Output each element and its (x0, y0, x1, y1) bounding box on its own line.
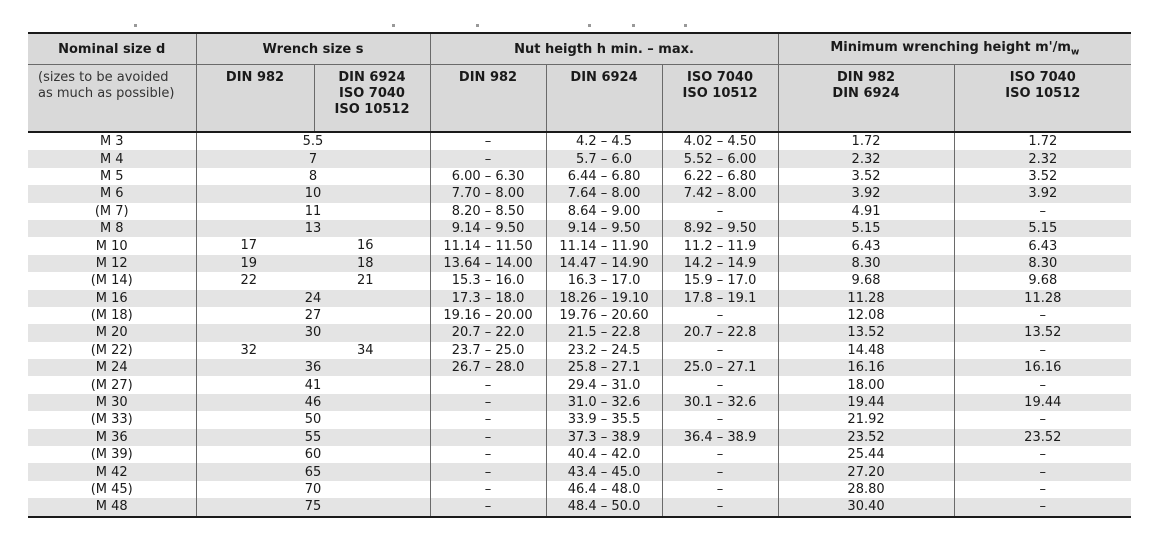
nut-height-din982-cell: 8.20 – 8.50 (430, 203, 546, 220)
wrench-size-cell: 30 (196, 324, 430, 341)
nut-height-din982-cell: 23.7 – 25.0 (430, 342, 546, 359)
wrench-size-din982: 22 (240, 273, 258, 289)
nut-height-din982-cell: – (430, 411, 546, 428)
min-height-iso-cell: 23.52 (954, 429, 1131, 446)
nut-height-din6924-cell: 25.8 – 27.1 (546, 359, 662, 376)
min-height-din-cell: 3.92 (778, 185, 954, 202)
nominal-size-cell: (M 22) (28, 342, 196, 359)
nut-height-din6924-cell: 46.4 – 48.0 (546, 481, 662, 498)
min-height-din-cell: 16.16 (778, 359, 954, 376)
min-height-din-cell: 25.44 (778, 446, 954, 463)
nut-height-din6924-cell: 7.64 – 8.00 (546, 185, 662, 202)
nominal-size-cell: (M 7) (28, 203, 196, 220)
nut-height-iso-cell: – (662, 463, 778, 480)
wrench-size-din6924: 34 (356, 342, 374, 358)
min-height-din-cell: 23.52 (778, 429, 954, 446)
nut-height-din982-cell: 9.14 – 9.50 (430, 220, 546, 237)
nut-height-iso-cell: 5.52 – 6.00 (662, 150, 778, 167)
header-avoid-note: (sizes to be avoided as much as possible) (28, 65, 196, 133)
table-row (28, 307, 1131, 324)
wrench-size-split-cell (196, 272, 430, 289)
header-wrench-din982: DIN 982 (196, 65, 314, 133)
nominal-size-cell: (M 33) (28, 411, 196, 428)
min-height-iso-cell: 5.15 (954, 220, 1131, 237)
table-body (28, 132, 1131, 517)
nut-height-din982-cell: – (430, 498, 546, 516)
wrench-size-cell: 27 (196, 307, 430, 324)
min-height-din-cell: 30.40 (778, 498, 954, 516)
min-height-din-cell: 13.52 (778, 324, 954, 341)
nut-height-din6924-cell: 29.4 – 31.0 (546, 376, 662, 393)
min-height-iso-cell: 3.92 (954, 185, 1131, 202)
nominal-size-cell: M 36 (28, 429, 196, 446)
wrench-size-cell: 60 (196, 446, 430, 463)
nominal-size-cell: (M 14) (28, 272, 196, 289)
wrench-size-cell: 11 (196, 203, 430, 220)
table-row (28, 220, 1131, 237)
nut-height-din6924-cell: 8.64 – 9.00 (546, 203, 662, 220)
nominal-size-cell: (M 18) (28, 307, 196, 324)
min-height-din-cell: 18.00 (778, 376, 954, 393)
wrench-size-cell: 65 (196, 463, 430, 480)
nut-height-din6924-cell: 40.4 – 42.0 (546, 446, 662, 463)
min-height-din-cell: 11.28 (778, 290, 954, 307)
wrench-size-cell: 8 (196, 168, 430, 185)
table-row (28, 168, 1131, 185)
nut-height-din982-cell: 11.14 – 11.50 (430, 237, 546, 254)
nut-height-din6924-cell: 31.0 – 32.6 (546, 394, 662, 411)
nut-height-din982-cell: – (430, 463, 546, 480)
min-height-iso-cell: 3.52 (954, 168, 1131, 185)
wrench-size-din982: 17 (240, 238, 258, 254)
nominal-size-cell: (M 27) (28, 376, 196, 393)
nominal-size-cell: M 20 (28, 324, 196, 341)
wrench-size-split-cell (196, 342, 430, 359)
wrench-size-cell: 36 (196, 359, 430, 376)
table-row (28, 185, 1131, 202)
min-height-din-cell: 5.15 (778, 220, 954, 237)
wrench-size-split-cell (196, 255, 430, 272)
wrench-size-table (28, 32, 1131, 518)
nut-height-din6924-cell: 21.5 – 22.8 (546, 324, 662, 341)
nut-height-din982-cell: 13.64 – 14.00 (430, 255, 546, 272)
nut-height-iso-cell: – (662, 481, 778, 498)
wrench-size-cell: 24 (196, 290, 430, 307)
nominal-size-cell: M 48 (28, 498, 196, 516)
nut-height-iso-cell: – (662, 376, 778, 393)
min-height-din-cell: 12.08 (778, 307, 954, 324)
wrench-size-din6924: 18 (356, 255, 374, 271)
nominal-size-cell: (M 39) (28, 446, 196, 463)
table-row (28, 498, 1131, 516)
table-row (28, 411, 1131, 428)
table-row (28, 237, 1131, 254)
table-row (28, 481, 1131, 498)
min-height-din-cell: 3.52 (778, 168, 954, 185)
wrench-size-cell: 13 (196, 220, 430, 237)
nut-height-din6924-cell: 33.9 – 35.5 (546, 411, 662, 428)
nominal-size-cell: M 42 (28, 463, 196, 480)
nominal-size-cell: M 30 (28, 394, 196, 411)
nominal-size-cell: M 10 (28, 237, 196, 254)
min-height-iso-cell: 6.43 (954, 237, 1131, 254)
wrench-size-cell: 75 (196, 498, 430, 516)
nut-height-iso-cell: 8.92 – 9.50 (662, 220, 778, 237)
nut-height-din982-cell: 20.7 – 22.0 (430, 324, 546, 341)
header-nut-din982: DIN 982 (430, 65, 546, 133)
min-height-iso-cell: – (954, 446, 1131, 463)
nut-height-din982-cell: 26.7 – 28.0 (430, 359, 546, 376)
table-row (28, 324, 1131, 341)
nominal-size-cell: M 5 (28, 168, 196, 185)
min-height-din-cell: 6.43 (778, 237, 954, 254)
nut-height-din982-cell: – (430, 394, 546, 411)
nut-height-din982-cell: 7.70 – 8.00 (430, 185, 546, 202)
nut-height-iso-cell: 25.0 – 27.1 (662, 359, 778, 376)
nut-height-din6924-cell: 18.26 – 19.10 (546, 290, 662, 307)
min-height-din-cell: 1.72 (778, 132, 954, 150)
nut-height-din6924-cell: 48.4 – 50.0 (546, 498, 662, 516)
wrench-size-cell: 70 (196, 481, 430, 498)
nominal-size-cell: M 6 (28, 185, 196, 202)
wrench-size-cell: 50 (196, 411, 430, 428)
nut-height-din6924-cell: 37.3 – 38.9 (546, 429, 662, 446)
table-row (28, 394, 1131, 411)
table-row (28, 446, 1131, 463)
nut-height-iso-cell: – (662, 307, 778, 324)
min-height-iso-cell: – (954, 481, 1131, 498)
nut-height-din982-cell: – (430, 446, 546, 463)
table-row (28, 342, 1131, 359)
min-height-iso-cell: 19.44 (954, 394, 1131, 411)
min-height-iso-cell: – (954, 376, 1131, 393)
nut-height-din6924-cell: 6.44 – 6.80 (546, 168, 662, 185)
nut-height-iso-cell: – (662, 498, 778, 516)
nut-height-din982-cell: – (430, 150, 546, 167)
nut-height-din982-cell: – (430, 132, 546, 150)
nut-height-din6924-cell: 5.7 – 6.0 (546, 150, 662, 167)
table-row (28, 272, 1131, 289)
header-wrench-size: Wrench size s (196, 33, 430, 65)
min-height-iso-cell: 13.52 (954, 324, 1131, 341)
nut-height-din6924-cell: 4.2 – 4.5 (546, 132, 662, 150)
table-row (28, 463, 1131, 480)
table-row (28, 255, 1131, 272)
header-nut-din6924: DIN 6924 (546, 65, 662, 133)
table-row (28, 132, 1131, 150)
nut-height-din982-cell: 17.3 – 18.0 (430, 290, 546, 307)
min-height-iso-cell: – (954, 463, 1131, 480)
min-height-iso-cell: 8.30 (954, 255, 1131, 272)
nut-height-iso-cell: 30.1 – 32.6 (662, 394, 778, 411)
wrench-size-cell: 46 (196, 394, 430, 411)
nut-height-din6924-cell: 14.47 – 14.90 (546, 255, 662, 272)
nut-height-din982-cell: – (430, 429, 546, 446)
min-height-din-cell: 2.32 (778, 150, 954, 167)
min-height-iso-cell: – (954, 307, 1131, 324)
wrench-size-din982: 32 (240, 342, 258, 358)
min-height-iso-cell: – (954, 498, 1131, 516)
nominal-size-cell: M 4 (28, 150, 196, 167)
cut-off-text-line (28, 18, 1131, 32)
wrench-size-cell: 41 (196, 376, 430, 393)
min-height-din-cell: 14.48 (778, 342, 954, 359)
nominal-size-cell: (M 45) (28, 481, 196, 498)
nut-height-din982-cell: 6.00 – 6.30 (430, 168, 546, 185)
wrench-size-split-cell (196, 237, 430, 254)
min-height-iso-cell: – (954, 342, 1131, 359)
nominal-size-cell: M 12 (28, 255, 196, 272)
table-row (28, 203, 1131, 220)
nut-height-din982-cell: 15.3 – 16.0 (430, 272, 546, 289)
nut-height-iso-cell: 7.42 – 8.00 (662, 185, 778, 202)
table-row (28, 359, 1131, 376)
nut-height-din6924-cell: 23.2 – 24.5 (546, 342, 662, 359)
nut-height-iso-cell: – (662, 446, 778, 463)
nut-height-iso-cell: 17.8 – 19.1 (662, 290, 778, 307)
wrench-size-cell: 55 (196, 429, 430, 446)
header-min-wrenching-height: Minimum wrenching height $m'/m_w$ (778, 33, 1131, 65)
nut-height-din6924-cell: 43.4 – 45.0 (546, 463, 662, 480)
nominal-size-cell: M 24 (28, 359, 196, 376)
min-height-din-cell: 19.44 (778, 394, 954, 411)
header-nut-iso: ISO 7040 ISO 10512 (662, 65, 778, 133)
table-row (28, 290, 1131, 307)
nominal-size-cell: M 16 (28, 290, 196, 307)
nut-height-iso-cell: 15.9 – 17.0 (662, 272, 778, 289)
min-height-iso-cell: – (954, 411, 1131, 428)
wrench-size-cell: 7 (196, 150, 430, 167)
table-row (28, 376, 1131, 393)
wrench-size-cell: 5.5 (196, 132, 430, 150)
min-height-iso-cell: 11.28 (954, 290, 1131, 307)
min-height-din-cell: 8.30 (778, 255, 954, 272)
min-height-iso-cell: 9.68 (954, 272, 1131, 289)
nut-height-din982-cell: – (430, 481, 546, 498)
nut-height-iso-cell: 11.2 – 11.9 (662, 237, 778, 254)
min-height-din-cell: 4.91 (778, 203, 954, 220)
table-row (28, 429, 1131, 446)
min-height-din-cell: 9.68 (778, 272, 954, 289)
nut-height-iso-cell: 14.2 – 14.9 (662, 255, 778, 272)
min-height-iso-cell: 2.32 (954, 150, 1131, 167)
header-min-din: DIN 982 DIN 6924 (778, 65, 954, 133)
header-nominal-size: Nominal size d (28, 33, 196, 65)
header-min-iso: ISO 7040 ISO 10512 (954, 65, 1131, 133)
nut-height-din982-cell: – (430, 376, 546, 393)
wrench-size-din982: 19 (240, 255, 258, 271)
wrench-size-din6924: 21 (356, 273, 374, 289)
min-height-iso-cell: – (954, 203, 1131, 220)
nut-height-din6924-cell: 19.76 – 20.60 (546, 307, 662, 324)
nut-height-iso-cell: 36.4 – 38.9 (662, 429, 778, 446)
min-height-iso-cell: 1.72 (954, 132, 1131, 150)
min-height-din-cell: 27.20 (778, 463, 954, 480)
header-nut-height: Nut heigth h min. – max. (430, 33, 778, 65)
min-height-din-cell: 28.80 (778, 481, 954, 498)
nut-height-iso-cell: – (662, 203, 778, 220)
min-height-din-cell: 21.92 (778, 411, 954, 428)
nominal-size-cell: M 3 (28, 132, 196, 150)
table-header (28, 33, 1131, 132)
wrench-size-cell: 10 (196, 185, 430, 202)
nut-height-din6924-cell: 9.14 – 9.50 (546, 220, 662, 237)
nut-height-iso-cell: 6.22 – 6.80 (662, 168, 778, 185)
min-height-iso-cell: 16.16 (954, 359, 1131, 376)
nut-height-din6924-cell: 16.3 – 17.0 (546, 272, 662, 289)
nut-height-din982-cell: 19.16 – 20.00 (430, 307, 546, 324)
header-wrench-din6924-iso: DIN 6924 ISO 7040 ISO 10512 (314, 65, 430, 133)
nut-height-iso-cell: 4.02 – 4.50 (662, 132, 778, 150)
nut-height-iso-cell: – (662, 411, 778, 428)
nominal-size-cell: M 8 (28, 220, 196, 237)
table-row (28, 150, 1131, 167)
nut-height-iso-cell: – (662, 342, 778, 359)
wrench-size-din6924: 16 (356, 238, 374, 254)
nut-height-iso-cell: 20.7 – 22.8 (662, 324, 778, 341)
nut-height-din6924-cell: 11.14 – 11.90 (546, 237, 662, 254)
